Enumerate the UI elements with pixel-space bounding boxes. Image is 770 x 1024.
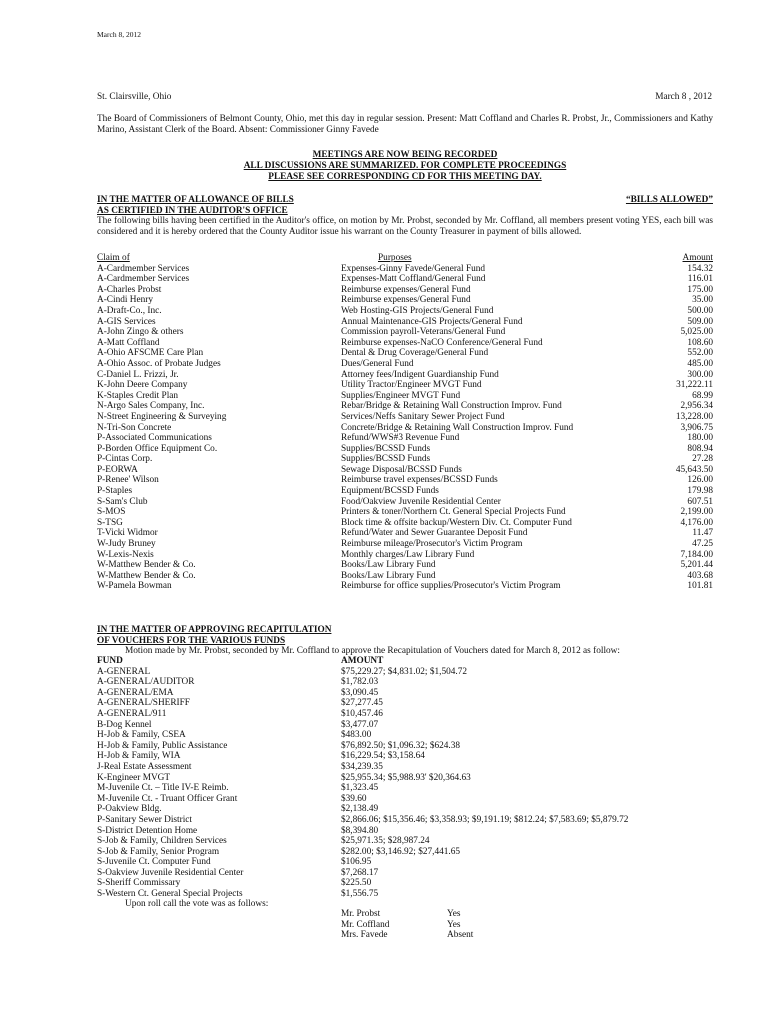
fund-name: H-Job & Family, CSEA — [97, 730, 186, 741]
bills-section-subtitle: AS CERTIFIED IN THE AUDITOR'S OFFICE — [97, 205, 288, 216]
recap-section-header — [97, 625, 713, 657]
bill-row — [97, 507, 713, 518]
bill-claim: P-Borden Office Equipment Co. — [97, 443, 218, 454]
bill-row — [97, 338, 713, 349]
bill-row — [97, 497, 713, 508]
vote-list — [341, 909, 541, 941]
bill-row — [97, 539, 713, 550]
bill-amount: 5,025.00 — [680, 327, 713, 338]
bill-purpose: Reimburse travel expenses/BCSSD Funds — [341, 475, 498, 486]
fund-row — [97, 878, 713, 889]
funds-table-header — [97, 656, 713, 667]
bill-claim: A-John Zingo & others — [97, 327, 184, 338]
fund-row — [97, 688, 713, 699]
bill-amount: 47.25 — [692, 539, 713, 550]
bills-table — [97, 253, 713, 592]
fund-amount: $39.60 — [341, 793, 367, 804]
vote-row — [341, 909, 541, 920]
fund-row — [97, 677, 713, 688]
bill-amount: 116.01 — [687, 274, 713, 285]
fund-amount: $1,323.45 — [341, 783, 379, 794]
bill-row — [97, 274, 713, 285]
bill-claim: S-Sam's Club — [97, 496, 148, 507]
bill-amount: 808.94 — [687, 443, 713, 454]
bill-claim: W-Judy Bruney — [97, 539, 156, 550]
fund-name: M-Juvenile Ct. - Truant Officer Grant — [97, 793, 238, 804]
bill-purpose: Concrete/Bridge & Retaining Wall Construction Improv. Fund — [341, 422, 574, 433]
vote-value: Yes — [447, 909, 461, 919]
fund-row — [97, 709, 713, 720]
fund-name: A-GENERAL/911 — [97, 708, 167, 719]
fund-amount: $34,239.35 — [341, 761, 383, 772]
bill-claim: A-Matt Coffland — [97, 337, 160, 348]
bill-purpose: Supplies/BCSSD Funds — [341, 443, 431, 454]
fund-name: B-Dog Kennel — [97, 719, 152, 730]
bill-row — [97, 528, 713, 539]
bill-claim: P-Staples — [97, 486, 133, 497]
fund-amount: $282.00; $3,146.92; $27,441.65 — [341, 846, 461, 857]
column-header-purposes: Purposes — [378, 253, 412, 263]
fund-amount: $483.00 — [341, 730, 372, 741]
bill-purpose: Refund/Water and Sewer Guarantee Deposit Fund — [341, 528, 528, 539]
fund-amount: $2,866.06; $15,356.46; $3,358.93; $9,191.19; $812.24; $7,583.69; $5,879.72 — [341, 814, 629, 825]
bill-amount: 35.00 — [692, 295, 713, 306]
bill-amount: 27.28 — [692, 454, 713, 465]
fund-name: K-Engineer MVGT — [97, 772, 171, 783]
bill-row — [97, 306, 713, 317]
bill-amount: 31,222.11 — [676, 380, 713, 391]
bill-purpose: Books/Law Library Fund — [341, 560, 436, 571]
bill-purpose: Web Hosting-GIS Projects/General Fund — [341, 305, 494, 316]
bill-purpose: Books/Law Library Fund — [341, 570, 436, 581]
bill-claim: K-John Deere Company — [97, 380, 188, 391]
bill-purpose: Food/Oakview Juvenile Residential Center — [341, 496, 501, 507]
session-intro: The Board of Commissioners of Belmont County, Ohio, met this day in regular session. Present: Matt Coffland and Charles R. Probst, Jr., Commissioners and Kathy Marino, Assistant Clerk of the Board. Absent: Commissioner Ginny Favede — [97, 114, 713, 135]
bill-amount: 179.98 — [687, 486, 713, 497]
fund-name: A-GENERAL/SHERIFF — [97, 698, 190, 709]
recap-paragraph: Motion made by Mr. Probst, seconded by Mr. Coffland to approve the Recapitulation of Vouchers dated for March 8, 2012 as follow: — [125, 646, 620, 657]
bill-claim: P-EORWA — [97, 464, 138, 475]
bill-claim: A-Cardmember Services — [97, 274, 190, 285]
bill-claim: A-Charles Probst — [97, 284, 162, 295]
bill-row — [97, 444, 713, 455]
bill-purpose: Expenses-Matt Coffland/General Fund — [341, 274, 486, 285]
bill-purpose: Printers & toner/Northern Ct. General Special Projects Fund — [341, 507, 566, 518]
bill-claim: A-Ohio AFSCME Care Plan — [97, 348, 204, 359]
fund-name: S-Juvenile Ct. Computer Fund — [97, 857, 211, 868]
bills-section-header — [97, 195, 713, 237]
voter-name: Mr. Coffland — [341, 919, 390, 930]
bill-row — [97, 454, 713, 465]
column-header-amount: Amount — [682, 253, 713, 263]
bill-claim: P-Renee' Wilson — [97, 475, 159, 486]
fund-row — [97, 783, 713, 794]
fund-amount: $106.95 — [341, 857, 372, 868]
fund-amount: $1,782.03 — [341, 677, 379, 688]
bill-row — [97, 348, 713, 359]
column-header-amount: AMOUNT — [341, 656, 384, 666]
bill-row — [97, 412, 713, 423]
bill-purpose: Reimburse for office supplies/Prosecutor's Victim Program — [341, 581, 561, 592]
bill-row — [97, 391, 713, 402]
bill-claim: K-Staples Credit Plan — [97, 390, 179, 401]
fund-name: S-Sheriff Commissary — [97, 878, 181, 889]
fund-row — [97, 857, 713, 868]
fund-name: A-GENERAL/AUDITOR — [97, 677, 195, 688]
bill-amount: 2,956.34 — [680, 401, 713, 412]
bill-row — [97, 581, 713, 592]
fund-row — [97, 741, 713, 752]
bill-amount: 7,184.00 — [680, 549, 713, 560]
voter-name: Mr. Probst — [341, 909, 381, 919]
bill-claim: W-Matthew Bender & Co. — [97, 570, 196, 581]
bill-purpose: Rebar/Bridge & Retaining Wall Construction Improv. Fund — [341, 401, 562, 412]
fund-name: S-District Detention Home — [97, 825, 198, 836]
fund-row — [97, 804, 713, 815]
bill-claim: W-Matthew Bender & Co. — [97, 560, 196, 571]
vote-row — [341, 930, 541, 941]
bill-row — [97, 518, 713, 529]
bill-amount: 126.00 — [687, 475, 713, 486]
bill-row — [97, 295, 713, 306]
bill-amount: 13,228.00 — [675, 411, 713, 422]
bill-amount: 607.51 — [687, 496, 713, 507]
column-header-fund: FUND — [97, 656, 123, 666]
bill-purpose: Monthly charges/Law Library Fund — [341, 549, 475, 560]
bill-row — [97, 433, 713, 444]
session-date: March 8 , 2012 — [655, 92, 712, 102]
fund-amount: $16,229.54; $3,158.64 — [341, 751, 425, 762]
bill-amount: 11.47 — [692, 528, 713, 539]
fund-name: S-Job & Family, Senior Program — [97, 846, 220, 857]
bill-claim: T-Vicki Widmor — [97, 528, 158, 539]
notice-line: ALL DISCUSSIONS ARE SUMMARIZED. FOR COMPLETE PROCEEDINGS — [243, 160, 567, 171]
bill-purpose: Services/Neffs Sanitary Sewer Project Fund — [341, 411, 505, 422]
bill-amount: 68.99 — [692, 390, 713, 401]
bill-claim: W-Lexis-Nexis — [97, 549, 154, 560]
bill-purpose: Annual Maintenance-GIS Projects/General Fund — [341, 316, 523, 327]
bill-amount: 2,199.00 — [680, 507, 713, 518]
column-header-claim: Claim of — [97, 253, 130, 263]
bill-purpose: Refund/WWS#3 Revenue Fund — [341, 433, 460, 444]
bill-claim: P-Associated Communications — [97, 433, 212, 444]
bill-claim: W-Pamela Bowman — [97, 581, 172, 592]
bill-row — [97, 327, 713, 338]
fund-amount: $25,971.35; $28,987.24 — [341, 836, 430, 847]
bill-amount: 300.00 — [687, 369, 713, 380]
recording-notice — [97, 150, 713, 182]
bill-row — [97, 285, 713, 296]
bill-purpose: Expenses-Ginny Favede/General Fund — [341, 263, 486, 274]
fund-row — [97, 720, 713, 731]
fund-row — [97, 773, 713, 784]
bill-claim: A-Ohio Assoc. of Probate Judges — [97, 358, 221, 369]
fund-amount: $2,138.49 — [341, 804, 379, 815]
recap-section-title: IN THE MATTER OF APPROVING RECAPITULATION — [97, 625, 332, 635]
bill-amount: 403.68 — [687, 570, 713, 581]
fund-amount: $3,090.45 — [341, 687, 379, 698]
bill-claim: A-Draft-Co., Inc. — [97, 305, 162, 316]
fund-amount: $8,394.80 — [341, 825, 379, 836]
bill-purpose: Commission payroll-Veterans/General Fund — [341, 327, 506, 338]
fund-row — [97, 836, 713, 847]
bill-amount: 180.00 — [687, 433, 713, 444]
bill-purpose: Block time & offsite backup/Western Div. Ct. Computer Fund — [341, 517, 572, 528]
fund-row — [97, 762, 713, 773]
bill-amount: 45,643.50 — [675, 464, 713, 475]
bill-amount: 509.00 — [687, 316, 713, 327]
bill-row — [97, 317, 713, 328]
fund-row — [97, 698, 713, 709]
bill-row — [97, 465, 713, 476]
bill-amount: 154.32 — [687, 263, 713, 274]
fund-row — [97, 730, 713, 741]
voter-name: Mrs. Favede — [341, 930, 388, 941]
fund-amount: $27,277.45 — [341, 698, 383, 709]
bill-row — [97, 264, 713, 275]
bill-purpose: Utility Tractor/Engineer MVGT Fund — [341, 380, 482, 391]
bill-claim: C-Daniel L. Frizzi, Jr. — [97, 369, 179, 380]
fund-amount: $76,892.50; $1,096.32; $624.38 — [341, 740, 461, 751]
bill-purpose: Reimburse expenses/General Fund — [341, 295, 471, 306]
bill-amount: 101.81 — [687, 581, 713, 592]
notice-line: PLEASE SEE CORRESPONDING CD FOR THIS MEETING DAY. — [268, 171, 542, 182]
bill-purpose: Sewage Disposal/BCSSD Funds — [341, 464, 462, 475]
bill-row — [97, 380, 713, 391]
bill-row — [97, 401, 713, 412]
bill-purpose: Dues/General Fund — [341, 358, 414, 369]
fund-row — [97, 847, 713, 858]
funds-table — [97, 656, 713, 900]
fund-name: A-GENERAL — [97, 666, 151, 677]
session-location: St. Clairsville, Ohio — [97, 92, 172, 102]
fund-amount: $3,477.07 — [341, 719, 379, 730]
bill-row — [97, 359, 713, 370]
bill-row — [97, 560, 713, 571]
bill-claim: N-Argo Sales Company, Inc. — [97, 401, 205, 412]
fund-amount: $10,457.46 — [341, 708, 383, 719]
bill-row — [97, 475, 713, 486]
bill-purpose: Dental & Drug Coverage/General Fund — [341, 348, 489, 359]
bill-claim: S-MOS — [97, 507, 126, 518]
bill-purpose: Equipment/BCSSD Funds — [341, 486, 439, 497]
fund-name: S-Western Ct. General Special Projects — [97, 889, 243, 900]
bill-purpose: Reimburse expenses-NaCO Conference/General Fund — [341, 337, 543, 348]
fund-amount: $75,229.27; $4,831.02; $1,504.72 — [341, 666, 468, 677]
bill-amount: 108.60 — [687, 337, 713, 348]
bill-amount: 3,906.75 — [680, 422, 713, 433]
bill-row — [97, 550, 713, 561]
bill-claim: A-GIS Services — [97, 316, 156, 327]
vote-value: Yes — [447, 919, 461, 930]
bills-allowed-title: “BILLS ALLOWED” — [625, 195, 713, 205]
notice-line: MEETINGS ARE NOW BEING RECORDED — [312, 150, 498, 160]
fund-row — [97, 815, 713, 826]
fund-name: S-Oakview Juvenile Residential Center — [97, 867, 244, 878]
bill-claim: N-Street Engineering & Surveying — [97, 411, 227, 422]
fund-name: P-Oakview Bldg. — [97, 804, 162, 815]
bill-amount: 500.00 — [687, 305, 713, 316]
bill-amount: 4,176.00 — [680, 517, 713, 528]
bill-amount: 175.00 — [687, 284, 713, 295]
vote-row — [341, 920, 541, 931]
bill-purpose: Reimburse mileage/Prosecutor's Victim Program — [341, 539, 523, 550]
bill-purpose: Supplies/Engineer MVGT Fund — [341, 390, 461, 401]
bill-row — [97, 370, 713, 381]
fund-name: S-Job & Family, Children Services — [97, 836, 227, 847]
recap-section-subtitle: OF VOUCHERS FOR THE VARIOUS FUNDS — [97, 635, 286, 646]
fund-amount: $1,556.75 — [341, 889, 379, 900]
bill-claim: A-Cardmember Services — [97, 263, 190, 274]
bill-amount: 552.00 — [687, 348, 713, 359]
vote-value: Absent — [447, 930, 474, 941]
fund-row — [97, 794, 713, 805]
bill-purpose: Attorney fees/Indigent Guardianship Fund — [341, 369, 499, 380]
fund-name: H-Job & Family, WIA — [97, 751, 181, 762]
fund-name: A-GENERAL/EMA — [97, 687, 174, 698]
fund-row — [97, 751, 713, 762]
rollcall-text: Upon roll call the vote was as follows: — [125, 899, 269, 909]
fund-row — [97, 667, 713, 678]
bill-claim: A-Cindi Henry — [97, 295, 154, 306]
bill-purpose: Supplies/BCSSD Funds — [341, 454, 431, 465]
fund-amount: $7,268.17 — [341, 867, 379, 878]
bill-amount: 485.00 — [687, 358, 713, 369]
fund-name: P-Sanitary Sewer District — [97, 814, 193, 825]
fund-name: H-Job & Family, Public Assistance — [97, 740, 228, 751]
bill-row — [97, 486, 713, 497]
fund-amount: $25,955.34; $5,988.93' $20,364.63 — [341, 772, 471, 783]
bill-amount: 5,201.44 — [680, 560, 713, 571]
bill-row — [97, 571, 713, 582]
bill-claim: P-Cintas Corp. — [97, 454, 153, 465]
bill-purpose: Reimburse expenses/General Fund — [341, 284, 471, 295]
fund-name: J-Real Estate Assessment — [97, 761, 192, 772]
bills-table-header — [97, 253, 713, 264]
bill-row — [97, 423, 713, 434]
bill-claim: N-Tri-Son Concrete — [97, 422, 172, 433]
fund-row — [97, 826, 713, 837]
bill-claim: S-TSG — [97, 517, 123, 528]
fund-row — [97, 868, 713, 879]
bills-section-title: IN THE MATTER OF ALLOWANCE OF BILLS — [97, 195, 294, 205]
page-header-date: March 8, 2012 — [97, 30, 141, 39]
fund-amount: $225.50 — [341, 878, 372, 889]
fund-name: M-Juvenile Ct. – Title IV-E Reimb. — [97, 783, 229, 794]
bills-paragraph: The following bills having been certified in the Auditor's office, on motion by Mr. Probst, seconded by Mr. Coffland, all members present voting YES, each bill was considered and it is hereby ordered that the County Auditor issue his warrant on the County Treasurer in payment of bills allowed. — [97, 216, 713, 237]
